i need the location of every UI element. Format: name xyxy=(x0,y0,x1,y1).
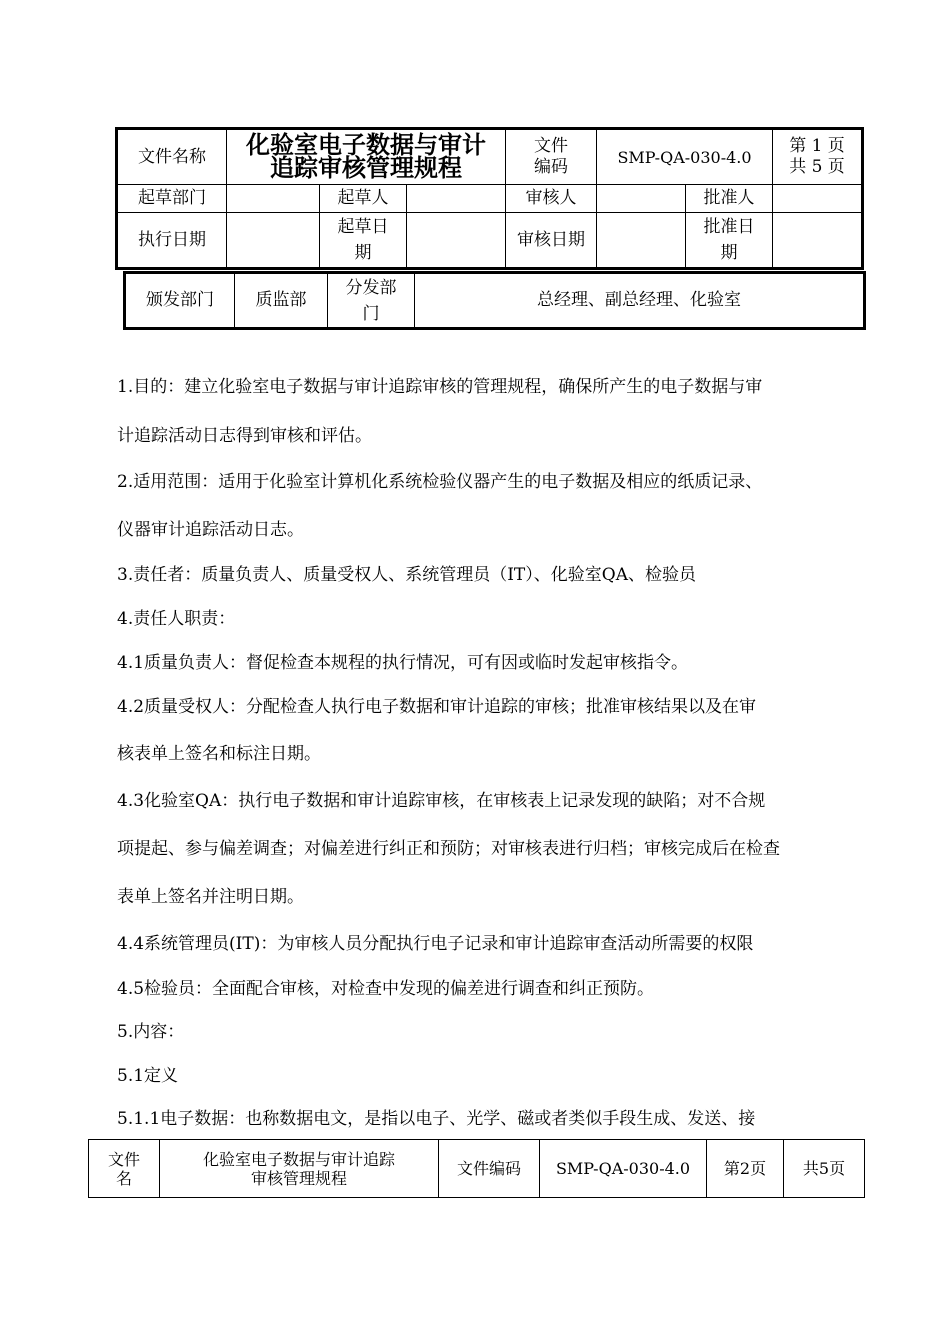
body-line: 4.责任人职责： xyxy=(117,609,236,629)
approve-date-label xyxy=(686,213,773,269)
review-date-label: 审核日期 xyxy=(506,213,597,269)
dist-value: 总经理、副总经理、化验室 xyxy=(415,273,865,329)
header-table xyxy=(115,127,864,270)
doc-code: SMP-QA-030-4.0 xyxy=(597,129,773,185)
body-line: 4.2质量受权人：分配检查人执行电子数据和审计追踪的审核；批准审核结果以及在审 xyxy=(117,697,757,717)
approve-date-value xyxy=(773,213,863,269)
draft-date-value xyxy=(407,213,506,269)
footer-doc-label-line1: 文件 xyxy=(107,1149,140,1169)
body-line: 表单上签名并注明日期。 xyxy=(117,887,304,907)
issue-dept-label: 颁发部门 xyxy=(125,273,235,329)
issue-dept-value: 质监部 xyxy=(235,273,328,329)
footer-title-line1: 化验室电子数据与审计追踪 xyxy=(202,1149,395,1169)
exec-date-value xyxy=(227,213,320,269)
review-date-value xyxy=(597,213,686,269)
drafter-label: 起草人 xyxy=(320,185,407,213)
body-line: 5.内容： xyxy=(117,1022,185,1042)
draft-date-label xyxy=(320,213,407,269)
footer-total: 共5页 xyxy=(784,1140,865,1198)
draft-dept-value xyxy=(227,185,320,213)
dist-label xyxy=(328,273,415,329)
doc-name-label: 文件名称 xyxy=(117,129,227,185)
draft-date-label-line1: 起草日 xyxy=(337,217,389,237)
footer-title xyxy=(160,1140,439,1198)
body-line: 5.1定义 xyxy=(117,1066,179,1086)
body-line: 5.1.1电子数据：也称数据电文，是指以电子、光学、磁或者类似手段生成、发送、接 xyxy=(117,1109,756,1129)
doc-title-line2: 追踪审核管理规程 xyxy=(270,154,462,182)
body-line: 仪器审计追踪活动日志。 xyxy=(117,520,304,540)
body-line: 4.1质量负责人：督促检查本规程的执行情况，可有因或临时发起审核指令。 xyxy=(117,653,689,673)
dist-label-line1: 分发部 xyxy=(345,277,397,298)
approver-label: 批准人 xyxy=(686,185,773,213)
footer-page: 第2页 xyxy=(707,1140,784,1198)
doc-code-label xyxy=(506,129,597,185)
reviewer-value xyxy=(597,185,686,213)
draft-dept-label: 起草部门 xyxy=(117,185,227,213)
doc-title xyxy=(227,129,506,185)
drafter-value xyxy=(407,185,506,213)
footer-code: SMP-QA-030-4.0 xyxy=(540,1140,707,1198)
body-line: 4.3化验室QA：执行电子数据和审计追踪审核，在审核表上记录发现的缺陷；对不合规 xyxy=(117,791,766,811)
body-line: 4.5检验员：全面配合审核，对检查中发现的偏差进行调查和纠正预防。 xyxy=(117,979,655,999)
body-line: 核表单上签名和标注日期。 xyxy=(117,744,321,764)
footer-doc-label xyxy=(89,1140,160,1198)
body-line: 计追踪活动日志得到审核和评估。 xyxy=(117,426,372,446)
body-line: 4.4系统管理员(IT)：为审核人员分配执行电子记录和审计追踪审查活动所需要的权限 xyxy=(117,934,754,954)
footer-doc-label-line2: 名 xyxy=(115,1168,132,1188)
body-line: 1.目的：建立化验室电子数据与审计追踪审核的管理规程，确保所产生的电子数据与审 xyxy=(117,377,763,397)
doc-code-label-line1: 文件 xyxy=(534,136,568,156)
approver-value xyxy=(773,185,863,213)
page-info xyxy=(773,129,863,185)
draft-date-label-line2: 期 xyxy=(354,243,372,263)
page-total: 共 5 页 xyxy=(789,157,845,177)
distribution-table xyxy=(123,271,866,330)
footer-table xyxy=(88,1139,865,1198)
footer-title-line2: 审核管理规程 xyxy=(250,1168,347,1188)
approve-date-label-line2: 期 xyxy=(720,243,738,263)
exec-date-label: 执行日期 xyxy=(117,213,227,269)
body-line: 项提起、参与偏差调查；对偏差进行纠正和预防；对审核表进行归档；审核完成后在检查 xyxy=(117,839,780,859)
approve-date-label-line1: 批准日 xyxy=(703,217,755,237)
reviewer-label: 审核人 xyxy=(506,185,597,213)
doc-title-line1: 化验室电子数据与审计 xyxy=(246,131,486,159)
body-line: 3.责任者：质量负责人、质量受权人、系统管理员（IT）、化验室QA、检验员 xyxy=(117,565,696,585)
dist-label-line2: 门 xyxy=(362,303,380,324)
footer-code-label: 文件编码 xyxy=(439,1140,540,1198)
doc-code-label-line2: 编码 xyxy=(534,157,568,177)
page-current: 第 1 页 xyxy=(789,136,845,156)
body-line: 2.适用范围：适用于化验室计算机化系统检验仪器产生的电子数据及相应的纸质记录、 xyxy=(117,472,763,492)
